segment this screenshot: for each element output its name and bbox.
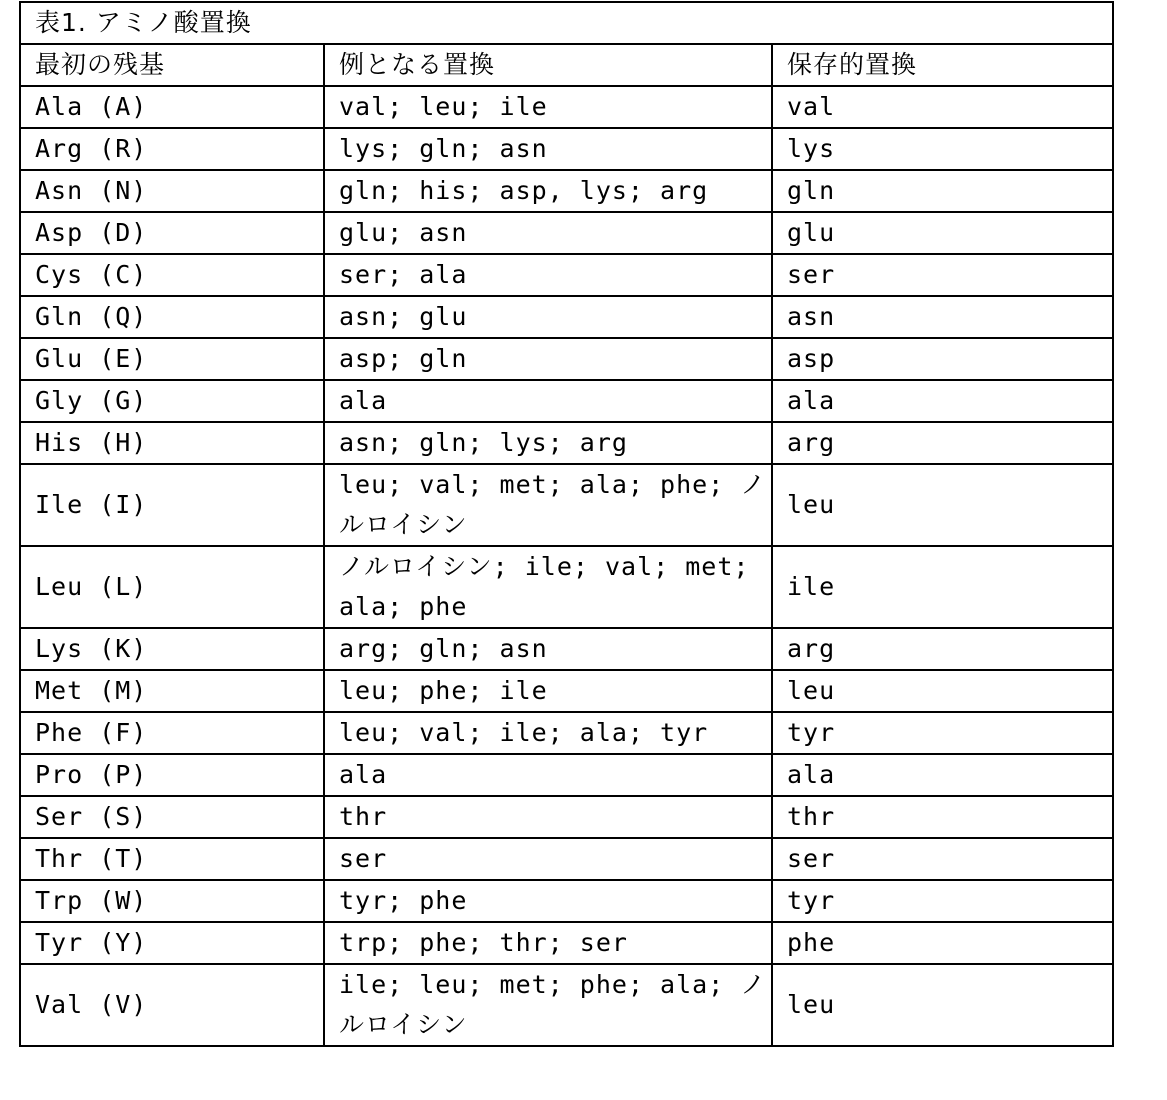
conservative-cell: asn bbox=[772, 296, 1113, 338]
examples-cell: leu; val; ile; ala; tyr bbox=[324, 712, 772, 754]
table-row bbox=[20, 338, 1113, 380]
residue-cell: Glu (E) bbox=[20, 338, 324, 380]
table-row bbox=[20, 464, 1113, 546]
residue-cell: Asn (N) bbox=[20, 170, 324, 212]
table-row bbox=[20, 86, 1113, 128]
examples-cell: val; leu; ile bbox=[324, 86, 772, 128]
title-row bbox=[20, 2, 1113, 44]
table-row bbox=[20, 964, 1113, 1046]
examples-cell: lys; gln; asn bbox=[324, 128, 772, 170]
examples-cell: thr bbox=[324, 796, 772, 838]
residue-cell: Ser (S) bbox=[20, 796, 324, 838]
header-conservative-substitutions: 保存的置換 bbox=[772, 44, 1113, 86]
residue-cell: Trp (W) bbox=[20, 880, 324, 922]
table-row bbox=[20, 380, 1113, 422]
examples-cell: asn; gln; lys; arg bbox=[324, 422, 772, 464]
examples-cell: tyr; phe bbox=[324, 880, 772, 922]
table-title: 表1. アミノ酸置換 bbox=[20, 2, 1113, 44]
table-row bbox=[20, 296, 1113, 338]
residue-cell: Pro (P) bbox=[20, 754, 324, 796]
conservative-cell: val bbox=[772, 86, 1113, 128]
table-row bbox=[20, 254, 1113, 296]
residue-cell: Leu (L) bbox=[20, 546, 324, 628]
table-row bbox=[20, 546, 1113, 628]
conservative-cell: arg bbox=[772, 628, 1113, 670]
table-row bbox=[20, 796, 1113, 838]
table-row bbox=[20, 670, 1113, 712]
conservative-cell: gln bbox=[772, 170, 1113, 212]
conservative-cell: tyr bbox=[772, 880, 1113, 922]
conservative-cell: thr bbox=[772, 796, 1113, 838]
table-row bbox=[20, 628, 1113, 670]
table-row bbox=[20, 880, 1113, 922]
residue-cell: Gln (Q) bbox=[20, 296, 324, 338]
conservative-cell: ser bbox=[772, 254, 1113, 296]
table-row bbox=[20, 838, 1113, 880]
residue-cell: Cys (C) bbox=[20, 254, 324, 296]
residue-cell: Ala (A) bbox=[20, 86, 324, 128]
header-example-substitutions: 例となる置換 bbox=[324, 44, 772, 86]
examples-cell: ノルロイシン; ile; val; met; ala; phe bbox=[324, 546, 772, 628]
conservative-cell: ala bbox=[772, 380, 1113, 422]
examples-cell: ala bbox=[324, 380, 772, 422]
residue-cell: His (H) bbox=[20, 422, 324, 464]
table-row bbox=[20, 922, 1113, 964]
examples-cell: glu; asn bbox=[324, 212, 772, 254]
conservative-cell: glu bbox=[772, 212, 1113, 254]
examples-cell: ile; leu; met; phe; ala; ノルロイシン bbox=[324, 964, 772, 1046]
conservative-cell: ser bbox=[772, 838, 1113, 880]
examples-cell: arg; gln; asn bbox=[324, 628, 772, 670]
residue-cell: Tyr (Y) bbox=[20, 922, 324, 964]
examples-cell: asp; gln bbox=[324, 338, 772, 380]
residue-cell: Asp (D) bbox=[20, 212, 324, 254]
table-row bbox=[20, 212, 1113, 254]
conservative-cell: tyr bbox=[772, 712, 1113, 754]
table-row bbox=[20, 712, 1113, 754]
examples-cell: asn; glu bbox=[324, 296, 772, 338]
examples-cell: leu; val; met; ala; phe; ノルロイシン bbox=[324, 464, 772, 546]
examples-cell: trp; phe; thr; ser bbox=[324, 922, 772, 964]
residue-cell: Phe (F) bbox=[20, 712, 324, 754]
conservative-cell: lys bbox=[772, 128, 1113, 170]
table-row bbox=[20, 422, 1113, 464]
table-row bbox=[20, 754, 1113, 796]
residue-cell: Arg (R) bbox=[20, 128, 324, 170]
conservative-cell: leu bbox=[772, 964, 1113, 1046]
conservative-cell: ile bbox=[772, 546, 1113, 628]
examples-cell: gln; his; asp, lys; arg bbox=[324, 170, 772, 212]
header-row bbox=[20, 44, 1113, 86]
table-row bbox=[20, 128, 1113, 170]
conservative-cell: phe bbox=[772, 922, 1113, 964]
residue-cell: Thr (T) bbox=[20, 838, 324, 880]
residue-cell: Gly (G) bbox=[20, 380, 324, 422]
examples-cell: ser; ala bbox=[324, 254, 772, 296]
conservative-cell: asp bbox=[772, 338, 1113, 380]
conservative-cell: leu bbox=[772, 670, 1113, 712]
conservative-cell: leu bbox=[772, 464, 1113, 546]
header-original-residue: 最初の残基 bbox=[20, 44, 324, 86]
conservative-cell: arg bbox=[772, 422, 1113, 464]
amino-acid-substitution-table bbox=[19, 1, 1114, 1047]
table-row bbox=[20, 170, 1113, 212]
examples-cell: ala bbox=[324, 754, 772, 796]
conservative-cell: ala bbox=[772, 754, 1113, 796]
residue-cell: Val (V) bbox=[20, 964, 324, 1046]
examples-cell: leu; phe; ile bbox=[324, 670, 772, 712]
residue-cell: Lys (K) bbox=[20, 628, 324, 670]
examples-cell: ser bbox=[324, 838, 772, 880]
residue-cell: Met (M) bbox=[20, 670, 324, 712]
residue-cell: Ile (I) bbox=[20, 464, 324, 546]
